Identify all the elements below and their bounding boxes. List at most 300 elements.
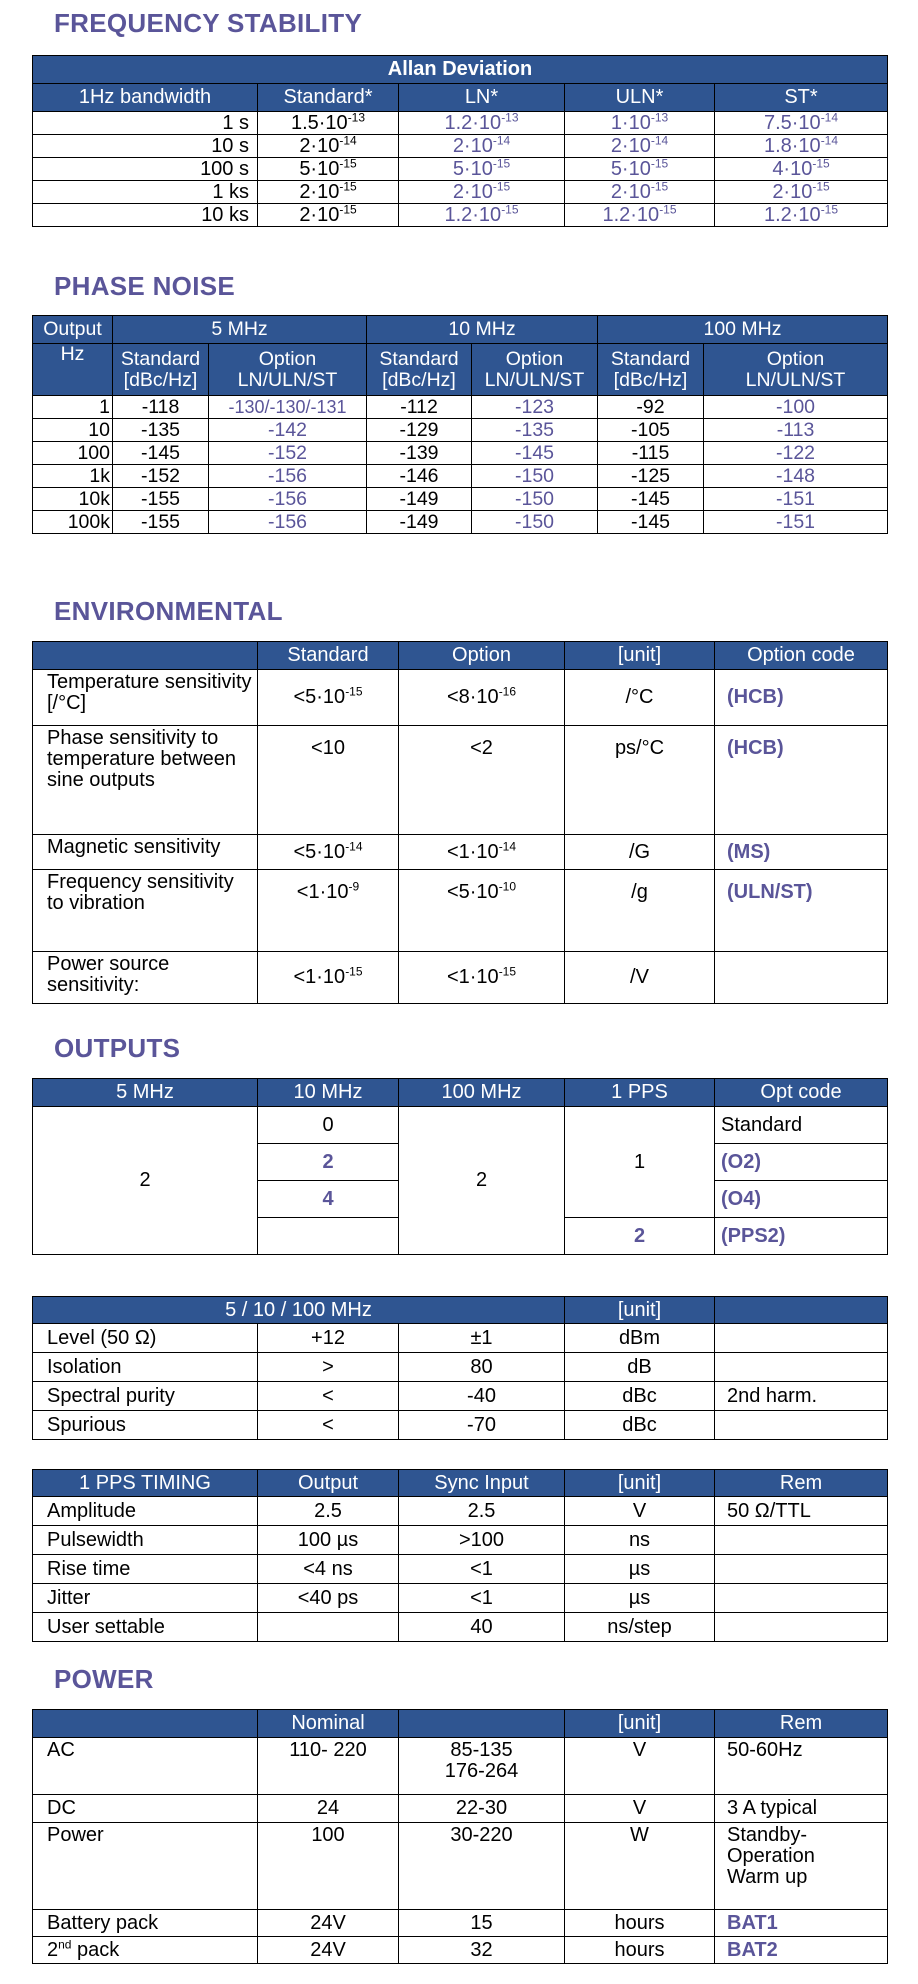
freq-st-mantissa: 4·10 <box>772 157 813 180</box>
env-option-mantissa: <1·10 <box>446 966 499 988</box>
phase-header-standard-label: Standard <box>610 348 691 371</box>
power-range: 15 <box>399 1910 565 1937</box>
outputs-5mhz-count: 2 <box>33 1107 258 1255</box>
env-label: Phase sensitivity to temperature between sine outputs <box>33 726 258 835</box>
phase-standard-value: -139 <box>367 442 472 465</box>
phase-offset-hz: 100 <box>33 442 113 465</box>
freq-row <box>33 112 888 135</box>
power-remark: Standby- Operation Warm up <box>715 1823 888 1910</box>
phase-standard-value: -145 <box>113 442 209 465</box>
pps-label: Amplitude <box>33 1497 258 1526</box>
freq-std-exponent: -15 <box>339 157 357 170</box>
rf-unit: dBc <box>565 1382 715 1411</box>
power-remark: BAT1 <box>715 1910 888 1937</box>
freq-header-ln: LN* <box>399 84 565 112</box>
freq-std-exponent: -15 <box>339 180 357 193</box>
power-row <box>33 1823 888 1910</box>
outputs-header-10mhz: 10 MHz <box>258 1079 399 1107</box>
power-range: 22-30 <box>399 1795 565 1823</box>
phase-header-standard <box>367 344 472 396</box>
power-row <box>33 1937 888 1964</box>
freq-ln-mantissa: 2·10 <box>452 180 493 203</box>
phase-option-value: -130/-130/-131 <box>209 396 367 419</box>
power-label-text: 2 <box>47 1938 59 1961</box>
outputs-header-1pps: 1 PPS <box>565 1079 715 1107</box>
env-unit: ps/°C <box>565 726 715 835</box>
outputs-10mhz-o4: 4 <box>258 1181 399 1218</box>
env-option-code: (HCB) <box>715 726 888 835</box>
env-unit: /g <box>565 870 715 952</box>
freq-uln-value <box>565 135 715 158</box>
power-label <box>33 1738 258 1795</box>
pps-sync-value: <1 <box>399 1555 565 1584</box>
power-label <box>33 1823 258 1910</box>
freq-ln-mantissa: 2·10 <box>452 134 493 157</box>
freq-row <box>33 181 888 204</box>
env-option-code: (MS) <box>715 835 888 870</box>
freq-ln-value <box>399 181 565 204</box>
rf-value: ±1 <box>399 1324 565 1353</box>
pps-row <box>33 1613 888 1642</box>
freq-uln-exponent: -15 <box>650 180 669 193</box>
frequency-stability-table <box>32 55 888 227</box>
freq-ln-mantissa: 5·10 <box>452 157 493 180</box>
phase-option-value: -150 <box>472 488 598 511</box>
freq-ln-value <box>399 204 565 227</box>
outputs-title: OUTPUTS <box>54 1033 181 1063</box>
env-option-value <box>399 870 565 952</box>
rf-unit: dBm <box>565 1324 715 1353</box>
power-unit: hours <box>565 1937 715 1964</box>
pps-sync-value: 2.5 <box>399 1497 565 1526</box>
power-label <box>33 1795 258 1823</box>
phase-offset-hz: 100k <box>33 511 113 534</box>
rf-header-unit: [unit] <box>565 1297 715 1324</box>
phase-standard-value: -149 <box>367 488 472 511</box>
power-label-text: Power <box>47 1824 104 1846</box>
rf-qualifier: > <box>258 1353 399 1382</box>
power-label <box>33 1937 258 1964</box>
power-unit: V <box>565 1795 715 1823</box>
phase-option-value: -151 <box>704 488 888 511</box>
rf-label: Isolation <box>33 1353 258 1382</box>
freq-ln-mantissa: 1.2·10 <box>444 203 502 226</box>
env-header-unit: [unit] <box>565 642 715 670</box>
freq-st-exponent: -15 <box>812 180 830 193</box>
phase-header-10mhz: 10 MHz <box>367 316 598 344</box>
frequency-stability-title: FREQUENCY STABILITY <box>54 8 363 38</box>
freq-st-value <box>715 135 888 158</box>
phase-row <box>33 396 888 419</box>
power-nominal: 110- 220 <box>258 1738 399 1795</box>
env-standard-mantissa: <1·10 <box>293 966 346 988</box>
phase-header-option-label: Option <box>505 348 564 371</box>
env-option-value <box>399 835 565 870</box>
freq-st-mantissa: 1.8·10 <box>763 134 821 157</box>
env-label: Frequency sensitivity to vibration <box>33 870 258 952</box>
freq-tau: 10 ks <box>33 204 258 227</box>
freq-ln-mantissa: 1.2·10 <box>444 111 502 134</box>
env-standard-exponent: -15 <box>345 964 363 979</box>
phase-header-100mhz: 100 MHz <box>598 316 888 344</box>
freq-uln-mantissa: 2·10 <box>610 180 651 203</box>
rf-value: 80 <box>399 1353 565 1382</box>
rf-qualifier: < <box>258 1382 399 1411</box>
rf-label: Spectral purity <box>33 1382 258 1411</box>
pps-remark <box>715 1526 888 1555</box>
freq-st-value <box>715 158 888 181</box>
outputs-code-pps2: (PPS2) <box>715 1218 888 1255</box>
phase-option-value: -156 <box>209 488 367 511</box>
phase-header-standard-unit: [dBc/Hz] <box>382 368 456 391</box>
pps-output-value <box>258 1613 399 1642</box>
env-option-value <box>399 670 565 726</box>
phase-standard-value: -155 <box>113 488 209 511</box>
phase-option-value: -142 <box>209 419 367 442</box>
pps-output-value: <4 ns <box>258 1555 399 1584</box>
env-standard-mantissa: <10 <box>311 737 345 759</box>
power-unit: V <box>565 1738 715 1795</box>
power-table <box>32 1709 888 1964</box>
phase-option-value: -122 <box>704 442 888 465</box>
freq-st-exponent: -15 <box>812 157 830 170</box>
phase-noise-title: PHASE NOISE <box>54 271 236 301</box>
freq-std-mantissa: 2·10 <box>299 180 340 203</box>
env-standard-mantissa: <1·10 <box>296 881 349 903</box>
freq-uln-value <box>565 181 715 204</box>
phase-header-standard-unit: [dBc/Hz] <box>123 368 198 391</box>
pps-label: Pulsewidth <box>33 1526 258 1555</box>
env-option-mantissa: <8·10 <box>446 686 499 708</box>
power-unit: W <box>565 1823 715 1910</box>
env-option-code: (HCB) <box>715 670 888 726</box>
outputs-header-100mhz: 100 MHz <box>399 1079 565 1107</box>
freq-uln-value <box>565 112 715 135</box>
phase-standard-value: -146 <box>367 465 472 488</box>
phase-header-option-variants: LN/ULN/ST <box>237 368 338 391</box>
pps-unit: ns/step <box>565 1613 715 1642</box>
env-unit: /°C <box>565 670 715 726</box>
outputs-header-5mhz: 5 MHz <box>33 1079 258 1107</box>
outputs-100mhz-count: 2 <box>399 1107 565 1255</box>
freq-ln-exponent: -14 <box>492 134 511 147</box>
phase-header-option <box>209 344 367 396</box>
pps-output-value: 2.5 <box>258 1497 399 1526</box>
freq-ln-exponent: -13 <box>501 111 519 124</box>
freq-st-value <box>715 112 888 135</box>
rf-remark <box>715 1324 888 1353</box>
outputs-code-o2: (O2) <box>715 1144 888 1181</box>
freq-header-standard: Standard* <box>258 84 399 112</box>
phase-header-5mhz: 5 MHz <box>113 316 367 344</box>
power-label-text: DC <box>47 1797 76 1819</box>
pps-sync-value: 40 <box>399 1613 565 1642</box>
env-option-code <box>715 952 888 1004</box>
phase-option-value: -152 <box>209 442 367 465</box>
env-standard-value <box>258 835 399 870</box>
env-option-mantissa: <5·10 <box>446 881 499 903</box>
freq-tau: 1 s <box>33 112 258 135</box>
phase-header-option-variants: LN/ULN/ST <box>484 368 585 391</box>
pps-header-sync-input: Sync Input <box>399 1470 565 1497</box>
freq-st-mantissa: 1.2·10 <box>763 203 821 226</box>
rf-value: -70 <box>399 1411 565 1440</box>
pps-label: User settable <box>33 1613 258 1642</box>
phase-offset-hz: 10 <box>33 419 113 442</box>
freq-std-mantissa: 1.5·10 <box>290 111 348 134</box>
phase-header-option-label: Option <box>258 348 317 371</box>
env-option-mantissa: <2 <box>470 737 493 759</box>
freq-tau: 10 s <box>33 135 258 158</box>
phase-offset-hz: 1k <box>33 465 113 488</box>
pps-header-output: Output <box>258 1470 399 1497</box>
freq-std-mantissa: 2·10 <box>299 203 340 226</box>
power-nominal: 100 <box>258 1823 399 1910</box>
pps-row <box>33 1584 888 1613</box>
rf-remark: 2nd harm. <box>715 1382 888 1411</box>
rf-row <box>33 1353 888 1382</box>
freq-st-mantissa: 2·10 <box>772 180 813 203</box>
freq-uln-mantissa: 1.2·10 <box>602 203 660 226</box>
env-standard-value <box>258 952 399 1004</box>
rf-row <box>33 1382 888 1411</box>
freq-row <box>33 204 888 227</box>
env-standard-exponent: -15 <box>345 684 363 699</box>
power-range: 30-220 <box>399 1823 565 1910</box>
env-option-value <box>399 726 565 835</box>
rf-header-frequencies: 5 / 10 / 100 MHz <box>33 1297 565 1324</box>
phase-header-standard <box>598 344 704 396</box>
pps-unit: µs <box>565 1584 715 1613</box>
power-label-superscript: nd <box>58 1936 72 1951</box>
rf-remark <box>715 1411 888 1440</box>
pps-header-unit: [unit] <box>565 1470 715 1497</box>
freq-std-value <box>258 181 399 204</box>
freq-st-exponent: -14 <box>820 134 839 147</box>
phase-standard-value: -129 <box>367 419 472 442</box>
pps-remark: 50 Ω/TTL <box>715 1497 888 1526</box>
freq-tau: 1 ks <box>33 181 258 204</box>
env-unit: /G <box>565 835 715 870</box>
freq-ln-exponent: -15 <box>501 203 519 216</box>
freq-std-value <box>258 112 399 135</box>
power-label-text: AC <box>47 1739 75 1761</box>
outputs-code-standard: Standard <box>715 1107 888 1144</box>
freq-uln-exponent: -14 <box>650 134 669 147</box>
phase-standard-value: -115 <box>598 442 704 465</box>
phase-option-value: -150 <box>472 465 598 488</box>
env-option-code: (ULN/ST) <box>715 870 888 952</box>
freq-st-exponent: -14 <box>820 111 839 124</box>
phase-standard-value: -145 <box>598 488 704 511</box>
env-standard-mantissa: <5·10 <box>293 840 346 863</box>
phase-row <box>33 419 888 442</box>
phase-option-value: -123 <box>472 396 598 419</box>
phase-header-hz: Hz <box>33 344 113 396</box>
env-header-option-code: Option code <box>715 642 888 670</box>
phase-header-standard <box>113 344 209 396</box>
environmental-table <box>32 641 888 1004</box>
env-label: Magnetic sensitivity <box>33 835 258 870</box>
rf-unit: dB <box>565 1353 715 1382</box>
phase-option-value: -148 <box>704 465 888 488</box>
pps-remark <box>715 1613 888 1642</box>
freq-st-exponent: -15 <box>820 203 839 216</box>
freq-uln-value <box>565 204 715 227</box>
pps-unit: ns <box>565 1526 715 1555</box>
rf-row <box>33 1324 888 1353</box>
power-label-text: Battery pack <box>47 1911 159 1934</box>
pps-label: Jitter <box>33 1584 258 1613</box>
power-header-nominal: Nominal <box>258 1710 399 1738</box>
phase-standard-value: -149 <box>367 511 472 534</box>
power-header-rem: Rem <box>715 1710 888 1738</box>
env-standard-exponent: -14 <box>345 838 363 853</box>
outputs-10mhz-o2: 2 <box>258 1144 399 1181</box>
freq-row <box>33 158 888 181</box>
phase-row <box>33 442 888 465</box>
pps-timing-table <box>32 1469 888 1642</box>
phase-header-output: Output <box>33 316 113 344</box>
outputs-header-opt-code: Opt code <box>715 1079 888 1107</box>
power-title: POWER <box>54 1664 154 1694</box>
phase-standard-value: -135 <box>113 419 209 442</box>
freq-header-bandwidth: 1Hz bandwidth <box>33 84 258 112</box>
pps-row <box>33 1555 888 1584</box>
pps-unit: µs <box>565 1555 715 1584</box>
power-label <box>33 1910 258 1937</box>
env-row <box>33 952 888 1004</box>
freq-std-value <box>258 135 399 158</box>
phase-option-value: -156 <box>209 511 367 534</box>
power-nominal: 24V <box>258 1910 399 1937</box>
freq-std-exponent: -13 <box>347 111 366 124</box>
freq-uln-exponent: -13 <box>650 111 669 124</box>
power-header-range <box>399 1710 565 1738</box>
env-header-option: Option <box>399 642 565 670</box>
env-standard-value <box>258 726 399 835</box>
freq-std-exponent: -14 <box>339 134 357 147</box>
freq-ln-value <box>399 158 565 181</box>
freq-uln-mantissa: 2·10 <box>610 134 651 157</box>
rf-label: Level (50 Ω) <box>33 1324 258 1353</box>
env-row <box>33 670 888 726</box>
power-unit: hours <box>565 1910 715 1937</box>
freq-ln-value <box>399 112 565 135</box>
phase-header-option-variants: LN/ULN/ST <box>745 368 846 391</box>
env-label: Power source sensitivity: <box>33 952 258 1004</box>
phase-standard-value: -112 <box>367 396 472 419</box>
env-standard-value <box>258 870 399 952</box>
pps-sync-value: <1 <box>399 1584 565 1613</box>
outputs-code-o4: (O4) <box>715 1181 888 1218</box>
freq-std-value <box>258 204 399 227</box>
phase-header-option <box>704 344 888 396</box>
phase-option-value: -145 <box>472 442 598 465</box>
phase-standard-value: -155 <box>113 511 209 534</box>
power-row <box>33 1795 888 1823</box>
env-option-mantissa: <1·10 <box>446 840 499 863</box>
environmental-title: ENVIRONMENTAL <box>54 596 283 626</box>
env-row <box>33 726 888 835</box>
freq-std-exponent: -15 <box>339 203 357 216</box>
power-row <box>33 1910 888 1937</box>
env-option-exponent: -10 <box>498 879 517 894</box>
pps-remark <box>715 1555 888 1584</box>
pps-remark <box>715 1584 888 1613</box>
freq-row <box>33 135 888 158</box>
power-remark: 3 A typical <box>715 1795 888 1823</box>
phase-offset-hz: 1 <box>33 396 113 419</box>
freq-header-st: ST* <box>715 84 888 112</box>
power-range: 32 <box>399 1937 565 1964</box>
phase-header-option <box>472 344 598 396</box>
pps-sync-value: >100 <box>399 1526 565 1555</box>
power-remark: 50-60Hz <box>715 1738 888 1795</box>
env-standard-exponent: -9 <box>348 879 360 894</box>
rf-value: -40 <box>399 1382 565 1411</box>
freq-std-mantissa: 2·10 <box>299 134 340 157</box>
outputs-10mhz-standard: 0 <box>258 1107 399 1144</box>
pps-label: Rise time <box>33 1555 258 1584</box>
env-standard-mantissa: <5·10 <box>293 686 346 708</box>
phase-noise-table <box>32 315 888 534</box>
phase-row <box>33 465 888 488</box>
phase-option-value: -113 <box>704 419 888 442</box>
env-standard-value <box>258 670 399 726</box>
env-option-exponent: -14 <box>498 838 517 853</box>
freq-tau: 100 s <box>33 158 258 181</box>
rf-unit: dBc <box>565 1411 715 1440</box>
outputs-table <box>32 1078 888 1255</box>
outputs-10mhz-pps2 <box>258 1218 399 1255</box>
pps-unit: V <box>565 1497 715 1526</box>
freq-st-mantissa: 7.5·10 <box>763 111 821 134</box>
phase-header-option-label: Option <box>766 348 825 371</box>
power-label-suffix: pack <box>71 1938 120 1961</box>
phase-standard-value: -125 <box>598 465 704 488</box>
phase-standard-value: -145 <box>598 511 704 534</box>
env-option-exponent: -15 <box>498 964 517 979</box>
phase-header-standard-label: Standard <box>379 348 459 371</box>
outputs-1pps-pps2: 2 <box>565 1218 715 1255</box>
env-label: Temperature sensitivity [/°C] <box>33 670 258 726</box>
env-unit: /V <box>565 952 715 1004</box>
pps-row <box>33 1526 888 1555</box>
pps-header-rem: Rem <box>715 1470 888 1497</box>
freq-ln-exponent: -15 <box>492 180 511 193</box>
phase-option-value: -150 <box>472 511 598 534</box>
freq-uln-exponent: -15 <box>650 157 669 170</box>
freq-uln-mantissa: 5·10 <box>610 157 651 180</box>
rf-output-table <box>32 1296 888 1440</box>
freq-uln-exponent: -15 <box>659 203 677 216</box>
phase-standard-value: -152 <box>113 465 209 488</box>
power-nominal: 24 <box>258 1795 399 1823</box>
env-header-blank <box>33 642 258 670</box>
pps-output-value: <40 ps <box>258 1584 399 1613</box>
freq-ln-value <box>399 135 565 158</box>
rf-label: Spurious <box>33 1411 258 1440</box>
phase-standard-value: -92 <box>598 396 704 419</box>
phase-standard-value: -105 <box>598 419 704 442</box>
freq-header-uln: ULN* <box>565 84 715 112</box>
rf-header-blank <box>715 1297 888 1324</box>
env-row <box>33 835 888 870</box>
rf-row <box>33 1411 888 1440</box>
phase-option-value: -156 <box>209 465 367 488</box>
phase-row <box>33 488 888 511</box>
